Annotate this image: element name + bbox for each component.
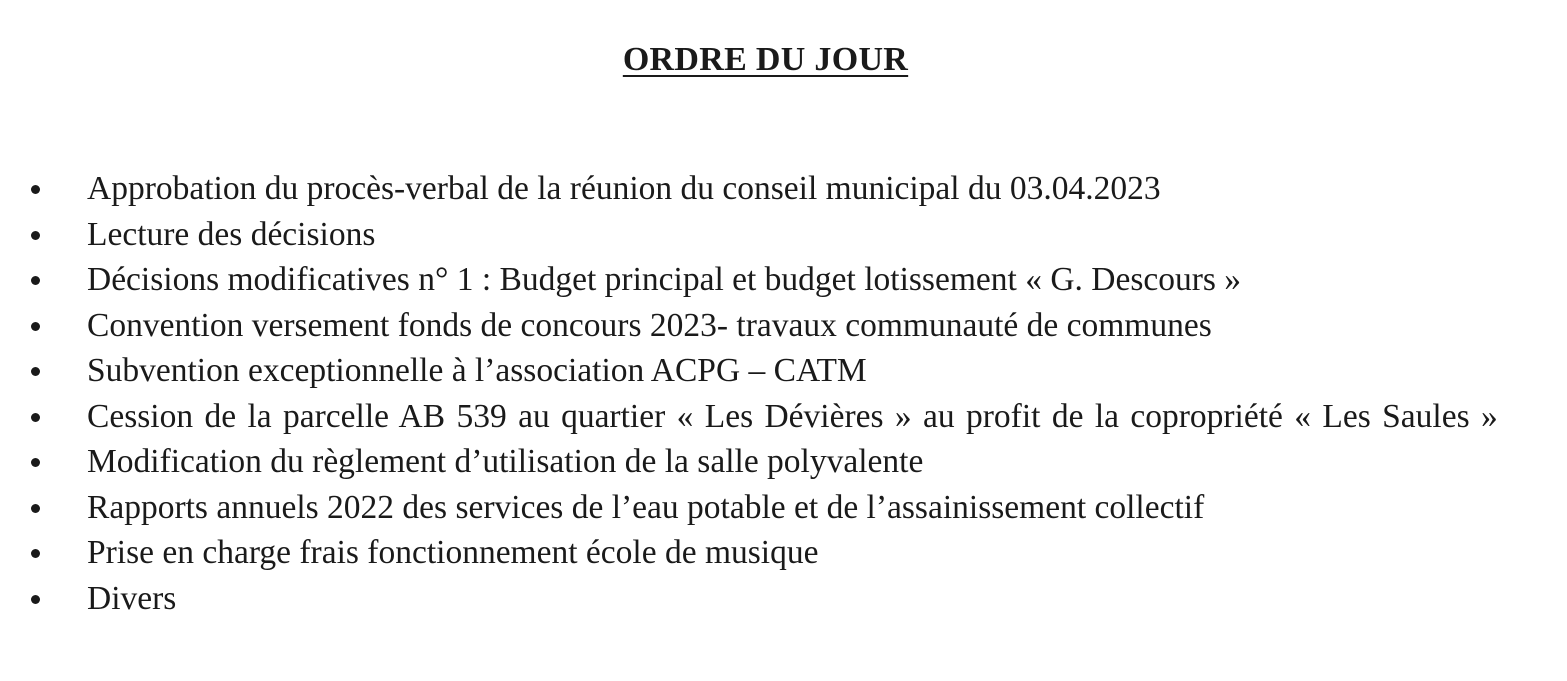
bullet-icon — [31, 504, 40, 513]
agenda-item — [0, 530, 1567, 576]
agenda-item-text: Lecture des décisions — [87, 215, 376, 253]
agenda-list — [0, 166, 1567, 621]
bullet-icon — [31, 276, 40, 285]
agenda-item — [0, 394, 1567, 440]
bullet-icon — [31, 367, 40, 376]
bullet-icon — [31, 413, 40, 422]
agenda-item — [0, 212, 1567, 258]
bullet-icon — [31, 458, 40, 467]
agenda-item-text: Subvention exceptionnelle à l’association ACPG – CATM — [87, 352, 867, 389]
agenda-item-text: Convention versement fonds de concours 2023- travaux communauté de communes — [87, 306, 1212, 344]
agenda-item-text: Prise en charge frais fonctionnement école de musique — [87, 534, 819, 571]
bullet-icon — [31, 185, 40, 194]
agenda-item — [0, 576, 1567, 622]
agenda-item — [0, 303, 1567, 349]
bullet-icon — [31, 549, 40, 558]
agenda-item — [0, 166, 1567, 212]
page-title-text: ORDRE DU JOUR — [622, 41, 909, 78]
agenda-item — [0, 257, 1567, 303]
agenda-item-text: Divers — [87, 579, 177, 617]
agenda-item-text: Décisions modificatives n° 1 : Budget principal et budget lotissement « G. Descours » — [87, 261, 1242, 298]
agenda-item — [0, 348, 1567, 394]
bullet-icon — [31, 595, 40, 604]
agenda-item-text: Modification du règlement d’utilisation de la salle polyvalente — [87, 443, 924, 480]
bullet-icon — [31, 231, 40, 240]
page-title — [0, 38, 1567, 82]
bullet-icon — [31, 322, 40, 331]
agenda-item-text: Approbation du procès-verbal de la réunion du conseil municipal du 03.04.2023 — [87, 170, 1161, 207]
agenda-item-text: Cession de la parcelle AB 539 au quartier « Les Dévières » au profit de la copropriété « Les Saules » — [87, 397, 1498, 435]
agenda-item-text: Rapports annuels 2022 des services de l’eau potable et de l’assainissement collectif — [87, 488, 1205, 526]
agenda-item — [0, 485, 1567, 531]
agenda-item — [0, 439, 1567, 485]
